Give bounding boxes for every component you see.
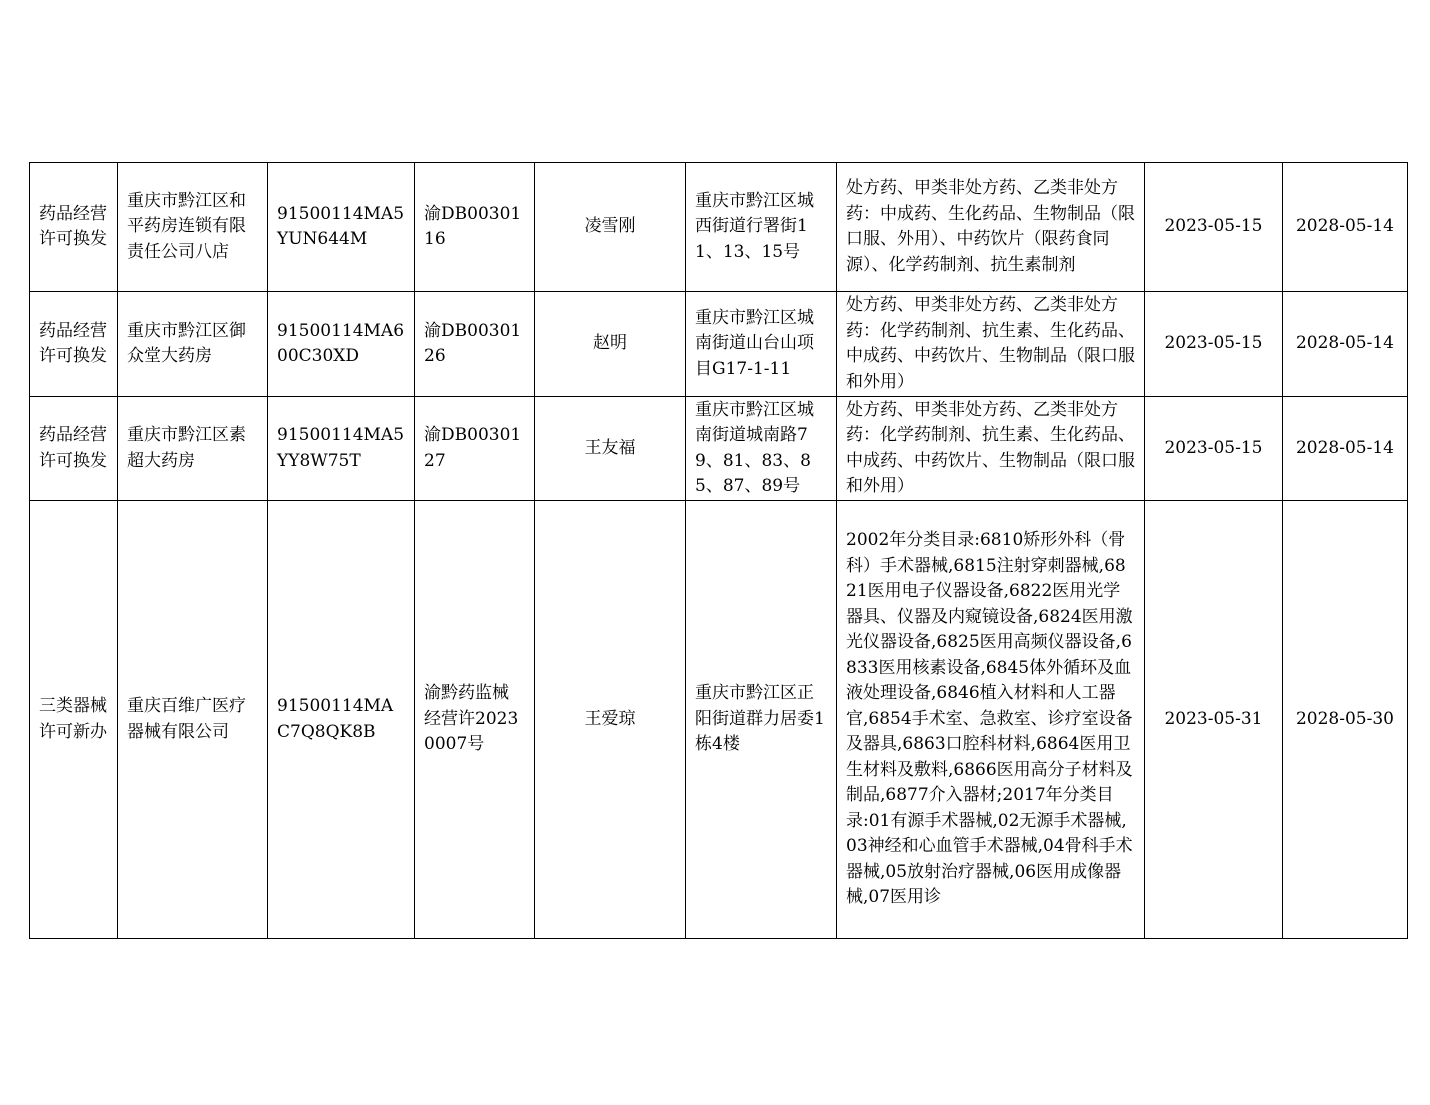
- start-date: 2023-05-15: [1145, 163, 1283, 292]
- business-address: 重庆市黔江区城西街道行署街11、13、15号: [686, 163, 837, 292]
- company-name: 重庆市黔江区素超大药房: [118, 397, 268, 501]
- responsible-person: 王爱琼: [535, 501, 686, 939]
- company-name: 重庆百维广医疗器械有限公司: [118, 501, 268, 939]
- table-row: [30, 397, 1408, 501]
- table-row: [30, 501, 1408, 939]
- responsible-person: 王友福: [535, 397, 686, 501]
- end-date: 2028-05-30: [1283, 501, 1408, 939]
- end-date: 2028-05-14: [1283, 163, 1408, 292]
- business-address: 重庆市黔江区城南街道山台山项目G17-1-11: [686, 292, 837, 397]
- business-scope: [837, 501, 1145, 939]
- responsible-person: 赵明: [535, 292, 686, 397]
- credit-code: 91500114MA600C30XD: [268, 292, 415, 397]
- business-scope: 处方药、甲类非处方药、乙类非处方药：化学药制剂、抗生素、生化药品、中成药、中药饮片、生物制品（限口服和外用）: [837, 292, 1145, 397]
- business-scope-text: 2002年分类目录:6810矫形外科（骨科）手术器械,6815注射穿刺器械,6821医用电子仪器设备,6822医用光学器具、仪器及内窥镜设备,6824医用激光仪器设备,6825医用高频仪器设备,6833医用核素设备,6845体外循环及血液处理设备,6846植入材料和人工器官,6854手术室、急救室、诊疗室设备及器具,6863口腔科材料,6864医用卫生材料及敷料,6866医用高分子材料及制品,6877介入器材;2017年分类目录:01有源手术器械,02无源手术器械,03神经和心血管手术器械,04骨科手术器械,05放射治疗器械,06医用成像器械,07医用诊: [846, 530, 1133, 908]
- end-date: 2028-05-14: [1283, 292, 1408, 397]
- company-name: 重庆市黔江区和平药房连锁有限责任公司八店: [118, 163, 268, 292]
- end-date: 2028-05-14: [1283, 397, 1408, 501]
- start-date: 2023-05-31: [1145, 501, 1283, 939]
- business-address: 重庆市黔江区城南街道城南路79、81、83、85、87、89号: [686, 397, 837, 501]
- license-number: 渝DB0030116: [415, 163, 535, 292]
- license-number: 渝DB0030126: [415, 292, 535, 397]
- license-number: 渝DB0030127: [415, 397, 535, 501]
- business-address: 重庆市黔江区正阳街道群力居委1栋4楼: [686, 501, 837, 939]
- table-row: [30, 163, 1408, 292]
- permit-table: [29, 162, 1408, 939]
- permit-type: 药品经营许可换发: [30, 292, 118, 397]
- credit-code: 91500114MAC7Q8QK8B: [268, 501, 415, 939]
- start-date: 2023-05-15: [1145, 292, 1283, 397]
- business-scope: 处方药、甲类非处方药、乙类非处方药：化学药制剂、抗生素、生化药品、中成药、中药饮片、生物制品（限口服和外用）: [837, 397, 1145, 501]
- permit-type: 药品经营许可换发: [30, 163, 118, 292]
- permit-type: 三类器械许可新办: [30, 501, 118, 939]
- business-scope: 处方药、甲类非处方药、乙类非处方药：中成药、生化药品、生物制品（限口服、外用）、中药饮片（限药食同源）、化学药制剂、抗生素制剂: [837, 163, 1145, 292]
- responsible-person: 凌雪刚: [535, 163, 686, 292]
- credit-code: 91500114MA5YUN644M: [268, 163, 415, 292]
- start-date: 2023-05-15: [1145, 397, 1283, 501]
- credit-code: 91500114MA5YY8W75T: [268, 397, 415, 501]
- company-name: 重庆市黔江区御众堂大药房: [118, 292, 268, 397]
- license-number: 渝黔药监械经营许20230007号: [415, 501, 535, 939]
- table-row: [30, 292, 1408, 397]
- permit-type: 药品经营许可换发: [30, 397, 118, 501]
